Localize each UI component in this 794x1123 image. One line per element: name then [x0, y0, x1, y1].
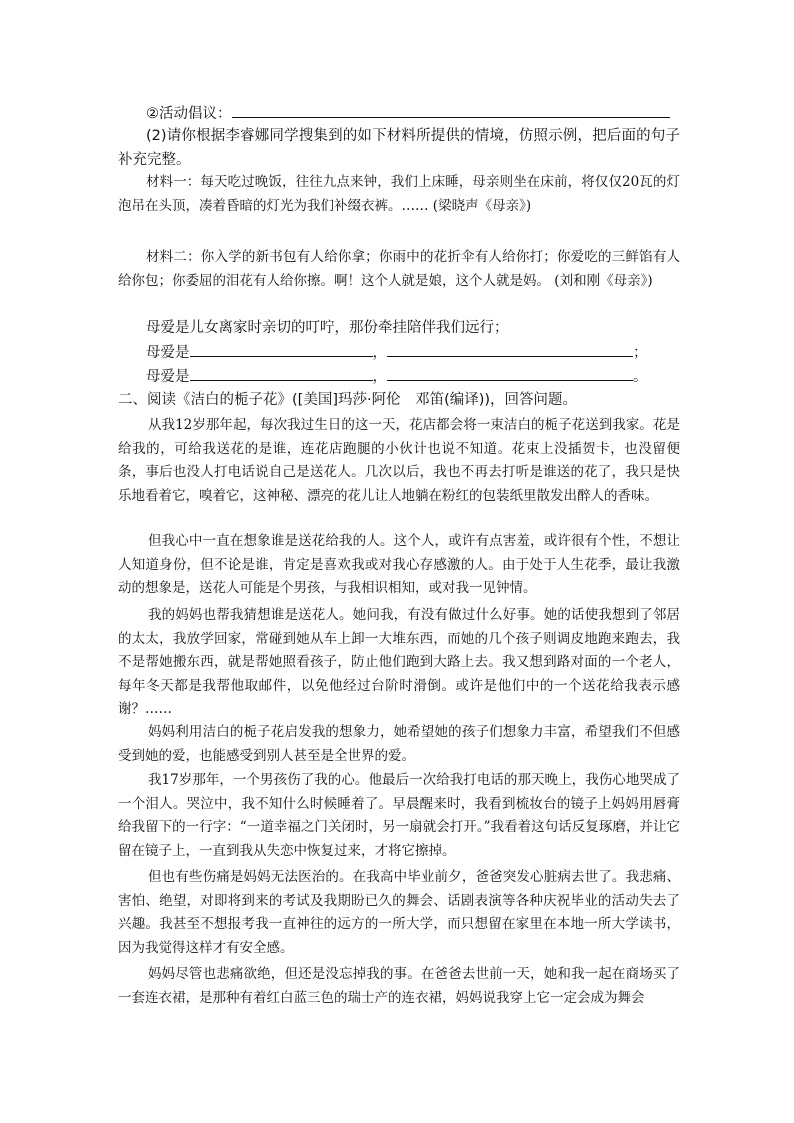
sub-question-prompt: (2)请你根据李睿娜同学搜集到的如下材料所提供的情境，仿照示例，把后面的句子补充完整。 — [118, 128, 680, 168]
material-one-source: (梁晓声《母亲》) — [432, 197, 532, 214]
activity-proposal-line — [146, 102, 670, 125]
fill-blank-1-end: ； — [633, 345, 648, 361]
fill-blank-line-2 — [146, 365, 648, 388]
material-two — [118, 246, 680, 293]
fill-blank-2-prefix: 母爱是 — [146, 369, 190, 385]
article-paragraph-1: 从我12岁那年起，每次我过生日的这一天，花店都会将一束洁白的栀子花送到我家。花是给我的，可给我送花的是谁，连花店跑腿的小伙计也说不知道。花束上没插贺卡，也没留便条，事后也没人打电话说自己是送花人。几次以后，我也不再去打听是谁送的花了，我只是快乐地看着它，嗅着它，这神秘、漂亮的花儿让人地躺在粉红的包装纸里散发出醉人的香味。 — [118, 417, 680, 504]
fill-blank-2-b[interactable] — [387, 365, 633, 381]
activity-proposal-label: ②活动倡议： — [146, 106, 232, 122]
fill-blank-2-sep: ， — [372, 369, 387, 385]
fill-blank-2-end: 。 — [633, 369, 648, 385]
fill-blank-1-prefix: 母爱是 — [146, 345, 190, 361]
article-paragraph-7: 妈妈尽管也悲痛欲绝，但还是没忘掉我的事。在爸爸去世前一天，她和我一起在商场买了一套连衣裙，是那种有着红白蓝三色的瑞士产的连衣裙，妈妈说我穿上它一定会成为舞会 — [118, 966, 680, 1006]
fill-blank-1-sep: ， — [372, 345, 387, 361]
material-two-source: (刘和刚《母亲》) — [554, 272, 653, 289]
fill-blank-1-a[interactable] — [190, 341, 373, 357]
material-one — [118, 171, 680, 218]
article-paragraph-2: 但我心中一直在想象谁是送花给我的人。这个人，或许有点害羞，或许很有个性，不想让人知道身份，但不论是谁，肯定是喜欢我或对我心存感激的人。由于处于人生花季，最让我激动的想象是，送花人可能是个男孩，与我相识相知，或对我一见钟情。 — [118, 533, 680, 596]
article-paragraph-3: 我的妈妈也帮我猜想谁是送花人。她问我，有没有做过什么好事。她的话使我想到了邻居的太太，我放学回家，常碰到她从车上卸一大堆东西，而她的几个孩子则调皮地跑来跑去，我不是帮她搬东西，就是帮她照看孩子，防止他们跑到大路上去。我又想到路对面的一个老人，每年冬天都是我帮他取邮件，以免他经过台阶时滑倒。或许是他们中的一个送花给我表示感谢？…… — [118, 607, 680, 717]
material-two-text: 材料二：你入学的新书包有人给你拿；你雨中的花折伞有人给你打；你爱吃的三鲜馅有人给你包；你委屈的泪花有人给你擦。啊！这个人就是娘，这个人就是妈。 — [118, 249, 680, 289]
activity-proposal-blank[interactable] — [232, 102, 670, 118]
article-paragraph-6: 但也有些伤痛是妈妈无法医治的。在我高中毕业前夕，爸爸突发心脏病去世了。我悲痛、害怕、绝望，对即将到来的考试及我期盼已久的舞会、话剧表演等各种庆祝毕业的活动失去了兴趣。我甚至不想报考我一直神往的远方的一所大学，而只想留在家里在本地一所大学读书，因为我觉得这样才有安全感。 — [118, 869, 680, 956]
article-paragraph-4: 妈妈利用洁白的栀子花启发我的想象力，她希望她的孩子们想象力丰富，希望我们不但感受到她的爱，也能感受到别人甚至是全世界的爱。 — [118, 724, 680, 764]
fill-blank-2-a[interactable] — [190, 365, 373, 381]
fill-blank-1-b[interactable] — [387, 341, 633, 357]
example-sentence: 母爱是儿女离家时亲切的叮咛，那份牵挂陪伴我们远行； — [146, 320, 509, 336]
material-one-text: 材料一：每天吃过晚饭，往往九点来钟，我们上床睡，母亲则坐在床前，将仅仅20瓦的灯泡吊在头顶，凑着昏暗的灯光为我们补缀衣裤。…… — [118, 174, 680, 214]
section-two-heading: 二、阅读《洁白的栀子花》([美国]玛莎·阿伦 邓笛(编译))，回答问题。 — [118, 392, 578, 408]
article-paragraph-5: 我17岁那年，一个男孩伤了我的心。他最后一次给我打电话的那天晚上，我伤心地哭成了一个泪人。哭泣中，我不知什么时候睡着了。早晨醒来时，我看到梳妆台的镜子上妈妈用唇膏给我留下的一行字：“一道幸福之门关闭时，另一扇就会打开。”我看着这句话反复琢磨，并让它留在镜子上，一直到我从失恋中恢复过来，才将它擦掉。 — [118, 772, 680, 859]
fill-blank-line-1 — [146, 341, 648, 364]
